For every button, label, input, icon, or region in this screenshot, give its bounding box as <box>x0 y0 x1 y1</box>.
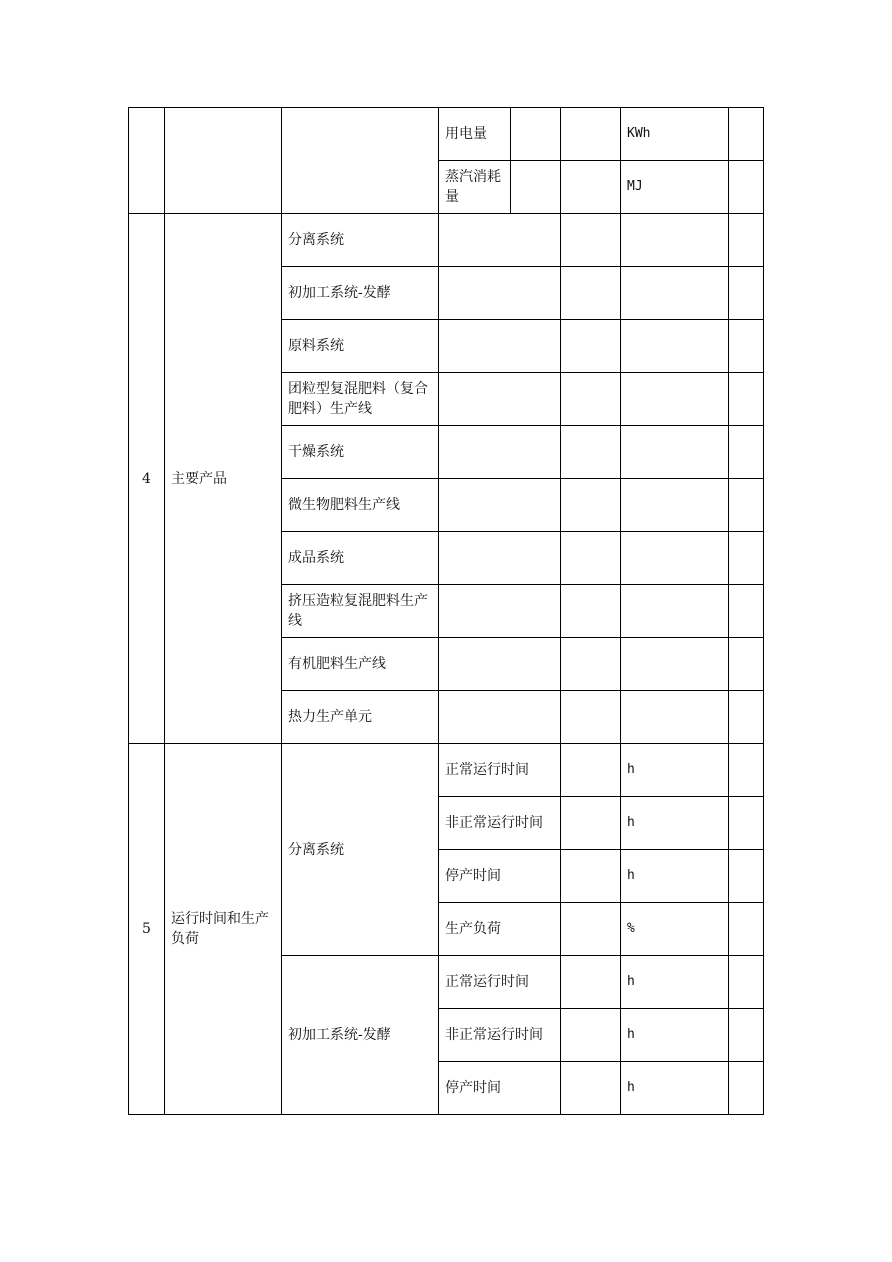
value-cell <box>561 267 621 320</box>
unit-cell: MJ <box>621 161 729 214</box>
note-cell <box>729 903 764 956</box>
value-cell <box>561 214 621 267</box>
value-cell <box>439 638 561 691</box>
product-item: 有机肥料生产线 <box>282 638 439 691</box>
value-cell <box>561 373 621 426</box>
section-number: 5 <box>129 744 165 1115</box>
value-cell <box>561 426 621 479</box>
note-cell <box>729 1009 764 1062</box>
value-cell <box>561 638 621 691</box>
note-cell <box>729 691 764 744</box>
unit-cell: h <box>621 1009 729 1062</box>
unit-cell: h <box>621 850 729 903</box>
note-cell <box>729 956 764 1009</box>
unit-cell <box>621 373 729 426</box>
item-cell: 生产负荷 <box>439 903 561 956</box>
item-cell: 非正常运行时间 <box>439 797 561 850</box>
note-cell <box>729 479 764 532</box>
section-number: 4 <box>129 214 165 744</box>
product-item: 初加工系统-发酵 <box>282 267 439 320</box>
data-table <box>128 107 764 1115</box>
item-cell: 正常运行时间 <box>439 956 561 1009</box>
note-cell <box>729 585 764 638</box>
unit-cell: h <box>621 797 729 850</box>
value-cell <box>561 479 621 532</box>
note-cell <box>729 426 764 479</box>
section-name: 运行时间和生产负荷 <box>165 744 282 1115</box>
item-cell: 非正常运行时间 <box>439 1009 561 1062</box>
system-name: 初加工系统-发酵 <box>282 956 439 1115</box>
value-cell <box>439 532 561 585</box>
unit-cell <box>621 532 729 585</box>
value-cell <box>561 850 621 903</box>
value-cell <box>561 1009 621 1062</box>
note-cell <box>729 1062 764 1115</box>
value-cell <box>561 585 621 638</box>
product-item: 干燥系统 <box>282 426 439 479</box>
table-row <box>129 108 764 161</box>
note-cell <box>729 638 764 691</box>
product-item: 原料系统 <box>282 320 439 373</box>
value-cell <box>561 108 621 161</box>
value-cell <box>561 320 621 373</box>
item-cell: 停产时间 <box>439 850 561 903</box>
value-cell <box>439 585 561 638</box>
item-cell: 用电量 <box>439 108 511 161</box>
empty-cell <box>282 108 439 214</box>
unit-cell: h <box>621 1062 729 1115</box>
value-cell <box>439 214 561 267</box>
note-cell <box>729 532 764 585</box>
unit-cell <box>621 638 729 691</box>
note-cell <box>729 267 764 320</box>
value-cell <box>561 532 621 585</box>
product-item: 挤压造粒复混肥料生产线 <box>282 585 439 638</box>
unit-cell <box>621 320 729 373</box>
item-cell: 停产时间 <box>439 1062 561 1115</box>
value-cell <box>439 691 561 744</box>
section-name: 主要产品 <box>165 214 282 744</box>
note-cell <box>729 797 764 850</box>
value-cell <box>561 903 621 956</box>
value-cell <box>511 108 561 161</box>
value-cell <box>561 797 621 850</box>
unit-cell <box>621 267 729 320</box>
value-cell <box>561 691 621 744</box>
unit-cell: h <box>621 956 729 1009</box>
table-row <box>129 744 764 797</box>
product-item: 团粒型复混肥料（复合肥料）生产线 <box>282 373 439 426</box>
value-cell <box>439 267 561 320</box>
value-cell <box>511 161 561 214</box>
table-row <box>129 214 764 267</box>
unit-cell <box>621 214 729 267</box>
value-cell <box>561 1062 621 1115</box>
value-cell <box>439 320 561 373</box>
product-item: 热力生产单元 <box>282 691 439 744</box>
note-cell <box>729 373 764 426</box>
value-cell <box>439 373 561 426</box>
note-cell <box>729 320 764 373</box>
unit-cell: KWh <box>621 108 729 161</box>
item-cell: 蒸汽消耗量 <box>439 161 511 214</box>
value-cell <box>439 426 561 479</box>
unit-cell <box>621 585 729 638</box>
note-cell <box>729 744 764 797</box>
product-item: 分离系统 <box>282 214 439 267</box>
empty-cell <box>165 108 282 214</box>
empty-cell <box>129 108 165 214</box>
product-item: 微生物肥料生产线 <box>282 479 439 532</box>
unit-cell <box>621 479 729 532</box>
value-cell <box>561 744 621 797</box>
system-name: 分离系统 <box>282 744 439 956</box>
value-cell <box>561 956 621 1009</box>
note-cell <box>729 108 764 161</box>
unit-cell <box>621 691 729 744</box>
note-cell <box>729 850 764 903</box>
value-cell <box>439 479 561 532</box>
note-cell <box>729 214 764 267</box>
unit-cell: h <box>621 744 729 797</box>
unit-cell: % <box>621 903 729 956</box>
item-cell: 正常运行时间 <box>439 744 561 797</box>
unit-cell <box>621 426 729 479</box>
product-item: 成品系统 <box>282 532 439 585</box>
note-cell <box>729 161 764 214</box>
value-cell <box>561 161 621 214</box>
